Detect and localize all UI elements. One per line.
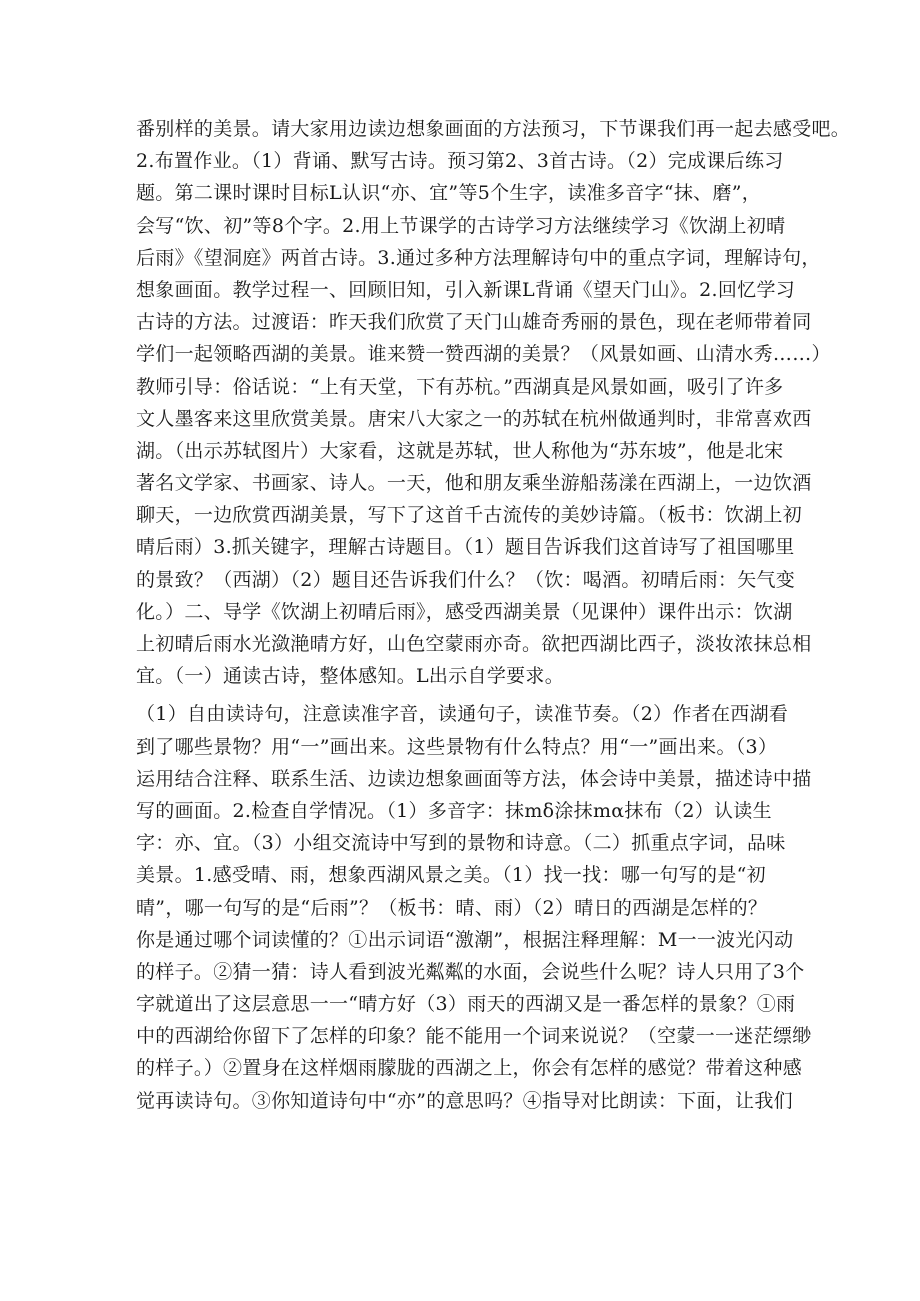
text-line: 后雨》《望洞庭》两首古诗。3.通过多种方法理解诗句中的重点字词，理解诗句，: [136, 246, 821, 269]
text-line: 2.布置作业。（1）背诵、默写古诗。预习第2、3首古诗。（2）完成课后练习: [136, 150, 784, 173]
text-line: 的样子。）②置身在这样烟雨朦胧的西湖之上，你会有怎样的感觉？带着这种感: [136, 1057, 803, 1080]
document-body: [136, 113, 851, 1117]
text-line: 中的西湖给你留下了怎样的印象？能不能用一个词来说说？（空蒙一一迷茫缥缈: [136, 1025, 812, 1048]
text-line: 晴后雨）3.抓关键字，理解古诗题目。（1）题目告诉我们这首诗写了祖国哪里: [136, 536, 795, 559]
text-line: 学们一起领略西湖的美景。谁来赞一赞西湖的美景？（风景如画、山清水秀……）: [136, 343, 831, 366]
text-line: 觉再读诗句。③你知道诗句中“亦”的意思吗？④指导对比朗读：下面，让我们: [136, 1089, 793, 1112]
text-line: 写的画面。2.检查自学情况。（1）多音字：抹mδ涂抹mα抹布（2）认读生: [136, 799, 772, 822]
text-line: 古诗的方法。过渡语：昨天我们欣赏了天门山雄奇秀丽的景色，现在老师带着同: [136, 311, 812, 334]
text-line: 字：亦、宜。（3）小组交流诗中写到的景物和诗意。（二）抓重点字词，品味: [136, 832, 786, 855]
text-line: 题。第二课时课时目标L认识“亦、宜”等5个生字，读准多音字“抹、磨”，: [136, 182, 762, 205]
text-line: 番别样的美景。请大家用边读边想象画面的方法预习，下节课我们再一起去感受吧。: [136, 118, 851, 140]
text-line: 字就道出了这层意思一一“晴方好（3）雨天的西湖又是一番怎样的景象？①雨: [136, 993, 796, 1016]
text-line: 湖。（出示苏轼图片）大家看，这就是苏轼，世人称他为“苏东坡”，他是北宋: [136, 439, 784, 462]
paragraph: [136, 698, 812, 1116]
text-line: 的样子。②猜一猜：诗人看到波光粼粼的水面，会说些什么呢？诗人只用了3个: [136, 960, 805, 983]
text-line: 你是通过哪个词读懂的？①出示词语“激潮”，根据注释理解：M一一波光闪动: [136, 928, 794, 951]
text-line: 宜。（一）通读古诗，整体感知。L出示自学要求。: [136, 665, 565, 688]
text-line: 的景致？（西湖）（2）题目还告诉我们什么？（饮：喝酒。初晴后雨：矢气变: [136, 568, 796, 591]
text-line: 想象画面。教学过程一、回顾旧知，引入新课L背诵《望天门山》。2.回忆学习: [136, 278, 796, 301]
text-line: 上初晴后雨水光潋滟晴方好，山色空蒙雨亦奇。欲把西湖比西子，淡妆浓抹总相: [136, 633, 812, 655]
text-line: 到了哪些景物？用“一”画出来。这些景物有什么特点？用“一”画出来。（3）: [136, 735, 778, 758]
text-line: 文人墨客来这里欣赏美景。唐宋八大家之一的苏轼在杭州做通判时，非常喜欢西: [136, 407, 812, 430]
text-line: 会写“饮、初”等8个字。2.用上节课学的古诗学习方法继续学习《饮湖上初晴: [136, 214, 786, 237]
text-line: （1）自由读诗句，注意读准字音，读通句子，读准节奏。（2）作者在西湖看: [136, 703, 789, 726]
text-line: 美景。1.感受晴、雨，想象西湖风景之美。（1）找一找：哪一句写的是“初: [136, 864, 766, 887]
text-line: 运用结合注释、联系生活、边读边想象画面等方法，体会诗中美景，描述诗中描: [136, 767, 812, 790]
text-line: 聊天，一边欣赏西湖美景，写下了这首千古流传的美妙诗篇。（板书：饮湖上初: [136, 504, 803, 527]
text-line: 晴”，哪一句写的是“后雨”？（板书：晴、雨）（2）晴日的西湖是怎样的？: [136, 896, 768, 919]
text-line: 教师引导：俗话说：“上有天堂，下有苏杭。”西湖真是风景如画，吸引了许多: [136, 375, 784, 398]
text-line: 化。）二、导学《饮湖上初晴后雨》，感受西湖美景（见课仲）课件出示：饮湖: [136, 600, 793, 623]
text-line: 著名文学家、书画家、诗人。一天，他和朋友乘坐游船荡漾在西湖上，一边饮酒: [136, 472, 812, 495]
paragraph: [136, 113, 851, 692]
